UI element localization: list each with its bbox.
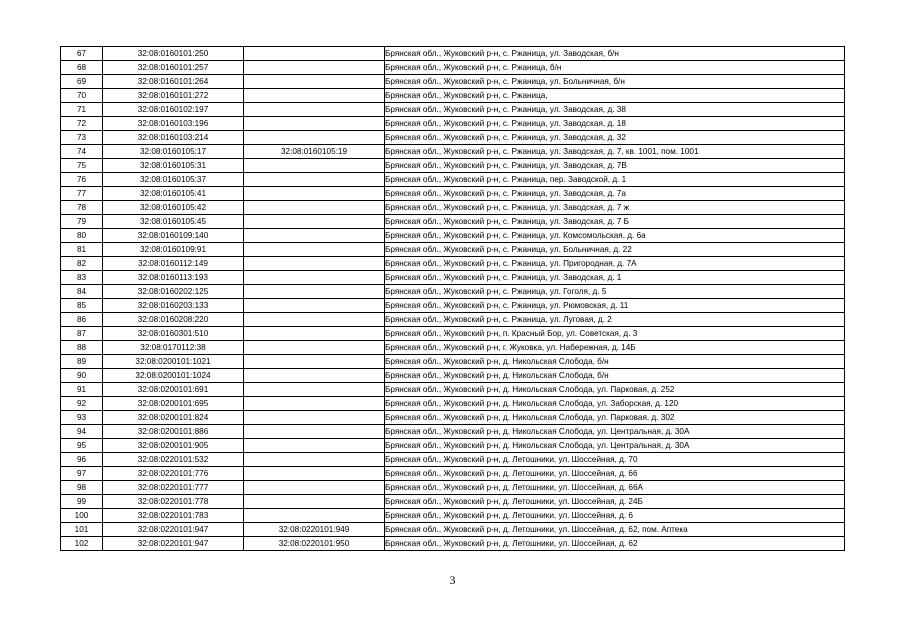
address-cell: Брянская обл., Жуковский р-н, с. Ржаница, ул. Гоголя, д. 5 [385, 285, 845, 299]
row-number-cell: 75 [61, 159, 103, 173]
address-cell: Брянская обл., Жуковский р-н, д. Летошники, ул. Шоссейная, д. 70 [385, 453, 845, 467]
address-cell: Брянская обл., Жуковский р-н, с. Ржаница, б/н [385, 61, 845, 75]
cadastral-number-cell: 32:08:0160203:133 [103, 299, 244, 313]
cadastral-number-cell: 32:08:0160101:264 [103, 75, 244, 89]
table-row [61, 411, 845, 425]
address-cell: Брянская обл., Жуковский р-н, с. Ржаница, ул. Заводская, д. 7 ж [385, 201, 845, 215]
cadastral-number-cell: 32:08:0200101:695 [103, 397, 244, 411]
related-cadastral-number-cell: 32:08:0160105:19 [244, 145, 385, 159]
row-number-cell: 69 [61, 75, 103, 89]
related-cadastral-number-cell [244, 369, 385, 383]
cadastral-number-cell: 32:08:0160208:220 [103, 313, 244, 327]
related-cadastral-number-cell [244, 481, 385, 495]
related-cadastral-number-cell [244, 229, 385, 243]
related-cadastral-number-cell [244, 411, 385, 425]
address-cell: Брянская обл., Жуковский р-н, с. Ржаница, [385, 89, 845, 103]
related-cadastral-number-cell [244, 201, 385, 215]
cadastral-number-cell: 32:08:0200101:886 [103, 425, 244, 439]
table-row [61, 47, 845, 61]
cadastral-number-cell: 32:08:0200101:1021 [103, 355, 244, 369]
address-cell: Брянская обл., Жуковский р-н, п. Красный Бор, ул. Советская, д. 3 [385, 327, 845, 341]
address-cell: Брянская обл., Жуковский р-н, д. Никольская Слобода, б/н [385, 355, 845, 369]
table-row [61, 103, 845, 117]
table-row [61, 61, 845, 75]
related-cadastral-number-cell [244, 425, 385, 439]
related-cadastral-number-cell [244, 285, 385, 299]
row-number-cell: 90 [61, 369, 103, 383]
registry-table [60, 46, 845, 551]
related-cadastral-number-cell [244, 453, 385, 467]
table-row [61, 215, 845, 229]
row-number-cell: 80 [61, 229, 103, 243]
row-number-cell: 91 [61, 383, 103, 397]
related-cadastral-number-cell [244, 187, 385, 201]
address-cell: Брянская обл., Жуковский р-н, с. Ржаница, ул. Заводская, д. 7, кв. 1001, пом. 1001 [385, 145, 845, 159]
address-cell: Брянская обл., Жуковский р-н, д. Летошники, ул. Шоссейная, д. 66 [385, 467, 845, 481]
row-number-cell: 97 [61, 467, 103, 481]
address-cell: Брянская обл., Жуковский р-н, д. Никольская Слобода, ул. Центральная, д. 30А [385, 439, 845, 453]
related-cadastral-number-cell [244, 75, 385, 89]
row-number-cell: 88 [61, 341, 103, 355]
table-row [61, 509, 845, 523]
related-cadastral-number-cell [244, 439, 385, 453]
table-row [61, 243, 845, 257]
cadastral-number-cell: 32:08:0220101:777 [103, 481, 244, 495]
cadastral-number-cell: 32:08:0160109:140 [103, 229, 244, 243]
table-row [61, 355, 845, 369]
address-cell: Брянская обл., Жуковский р-н, с. Ржаница, ул. Комсомольская, д. 6а [385, 229, 845, 243]
table-row [61, 145, 845, 159]
table-row [61, 327, 845, 341]
address-cell: Брянская обл., Жуковский р-н, с. Ржаница, ул. Заводская, д. 1 [385, 271, 845, 285]
cadastral-number-cell: 32:08:0160103:196 [103, 117, 244, 131]
row-number-cell: 67 [61, 47, 103, 61]
cadastral-number-cell: 32:08:0220101:783 [103, 509, 244, 523]
table-row [61, 537, 845, 551]
table-row [61, 201, 845, 215]
table-row [61, 117, 845, 131]
row-number-cell: 95 [61, 439, 103, 453]
table-row [61, 341, 845, 355]
cadastral-number-cell: 32:08:0160105:31 [103, 159, 244, 173]
address-cell: Брянская обл., Жуковский р-н, с. Ржаница, ул. Заводская, д. 32 [385, 131, 845, 145]
related-cadastral-number-cell [244, 355, 385, 369]
table-row [61, 495, 845, 509]
related-cadastral-number-cell [244, 271, 385, 285]
related-cadastral-number-cell [244, 173, 385, 187]
address-cell: Брянская обл., Жуковский р-н, д. Летошники, ул. Шоссейная, д. 24Б [385, 495, 845, 509]
related-cadastral-number-cell: 32:08:0220101:949 [244, 523, 385, 537]
row-number-cell: 76 [61, 173, 103, 187]
table-row [61, 187, 845, 201]
address-cell: Брянская обл., Жуковский р-н, д. Летошники, ул. Шоссейная, д. 62, пом. Аптека [385, 523, 845, 537]
table-row [61, 481, 845, 495]
row-number-cell: 83 [61, 271, 103, 285]
row-number-cell: 96 [61, 453, 103, 467]
table-row [61, 299, 845, 313]
related-cadastral-number-cell [244, 243, 385, 257]
cadastral-number-cell: 32:08:0160112:149 [103, 257, 244, 271]
table-row [61, 523, 845, 537]
related-cadastral-number-cell [244, 397, 385, 411]
cadastral-number-cell: 32:08:0160102:197 [103, 103, 244, 117]
cadastral-number-cell: 32:08:0170112:38 [103, 341, 244, 355]
cadastral-number-cell: 32:08:0200101:824 [103, 411, 244, 425]
table-row [61, 383, 845, 397]
related-cadastral-number-cell [244, 103, 385, 117]
cadastral-number-cell: 32:08:0160101:250 [103, 47, 244, 61]
cadastral-number-cell: 32:08:0160101:257 [103, 61, 244, 75]
related-cadastral-number-cell [244, 509, 385, 523]
cadastral-number-cell: 32:08:0220101:947 [103, 537, 244, 551]
address-cell: Брянская обл., Жуковский р-н, с. Ржаница, ул. Заводская, б/н [385, 47, 845, 61]
address-cell: Брянская обл., Жуковский р-н, с. Ржаница, ул. Заводская, д. 7а [385, 187, 845, 201]
related-cadastral-number-cell [244, 299, 385, 313]
row-number-cell: 98 [61, 481, 103, 495]
row-number-cell: 68 [61, 61, 103, 75]
address-cell: Брянская обл., Жуковский р-н, г. Жуковка, ул. Набережная, д. 14Б [385, 341, 845, 355]
related-cadastral-number-cell [244, 61, 385, 75]
cadastral-number-cell: 32:08:0160105:45 [103, 215, 244, 229]
table-row [61, 159, 845, 173]
address-cell: Брянская обл., Жуковский р-н, д. Никольская Слобода, ул. Парковая, д. 302 [385, 411, 845, 425]
address-cell: Брянская обл., Жуковский р-н, с. Ржаница, ул. Пригородная, д. 7А [385, 257, 845, 271]
address-cell: Брянская обл., Жуковский р-н, с. Ржаница, пер. Заводской, д. 1 [385, 173, 845, 187]
cadastral-number-cell: 32:08:0160105:41 [103, 187, 244, 201]
row-number-cell: 72 [61, 117, 103, 131]
table-row [61, 369, 845, 383]
related-cadastral-number-cell [244, 341, 385, 355]
address-cell: Брянская обл., Жуковский р-н, д. Никольская Слобода, б/н [385, 369, 845, 383]
related-cadastral-number-cell [244, 131, 385, 145]
address-cell: Брянская обл., Жуковский р-н, д. Никольская Слобода, ул. Центральная, д. 30А [385, 425, 845, 439]
table-row [61, 397, 845, 411]
row-number-cell: 102 [61, 537, 103, 551]
row-number-cell: 86 [61, 313, 103, 327]
row-number-cell: 100 [61, 509, 103, 523]
address-cell: Брянская обл., Жуковский р-н, д. Летошники, ул. Шоссейная, д. 66А [385, 481, 845, 495]
row-number-cell: 78 [61, 201, 103, 215]
table-row [61, 467, 845, 481]
related-cadastral-number-cell [244, 215, 385, 229]
cadastral-number-cell: 32:08:0220101:776 [103, 467, 244, 481]
table-row [61, 173, 845, 187]
related-cadastral-number-cell [244, 117, 385, 131]
row-number-cell: 93 [61, 411, 103, 425]
address-cell: Брянская обл., Жуковский р-н, д. Никольская Слобода, ул. Парковая, д. 252 [385, 383, 845, 397]
address-cell: Брянская обл., Жуковский р-н, д. Никольская Слобода, ул. Заборская, д. 120 [385, 397, 845, 411]
table-row [61, 75, 845, 89]
address-cell: Брянская обл., Жуковский р-н, с. Ржаница, ул. Заводская, д. 7В [385, 159, 845, 173]
row-number-cell: 87 [61, 327, 103, 341]
table-row [61, 257, 845, 271]
page-number: 3 [449, 573, 456, 587]
table-row [61, 453, 845, 467]
row-number-cell: 77 [61, 187, 103, 201]
related-cadastral-number-cell [244, 257, 385, 271]
address-cell: Брянская обл., Жуковский р-н, с. Ржаница, ул. Заводская, д. 7 Б [385, 215, 845, 229]
cadastral-number-cell: 32:08:0220101:947 [103, 523, 244, 537]
row-number-cell: 79 [61, 215, 103, 229]
related-cadastral-number-cell: 32:08:0220101:950 [244, 537, 385, 551]
address-cell: Брянская обл., Жуковский р-н, д. Летошники, ул. Шоссейная, д. 6 [385, 509, 845, 523]
cadastral-number-cell: 32:08:0220101:778 [103, 495, 244, 509]
table-row [61, 89, 845, 103]
cadastral-number-cell: 32:08:0220101:532 [103, 453, 244, 467]
address-cell: Брянская обл., Жуковский р-н, д. Летошники, ул. Шоссейная, д. 62 [385, 537, 845, 551]
cadastral-number-cell: 32:08:0200101:905 [103, 439, 244, 453]
table-row [61, 285, 845, 299]
cadastral-number-cell: 32:08:0160101:272 [103, 89, 244, 103]
related-cadastral-number-cell [244, 495, 385, 509]
related-cadastral-number-cell [244, 327, 385, 341]
row-number-cell: 99 [61, 495, 103, 509]
row-number-cell: 84 [61, 285, 103, 299]
table-row [61, 313, 845, 327]
row-number-cell: 94 [61, 425, 103, 439]
address-cell: Брянская обл., Жуковский р-н, с. Ржаница, ул. Заводская, д. 18 [385, 117, 845, 131]
row-number-cell: 82 [61, 257, 103, 271]
row-number-cell: 73 [61, 131, 103, 145]
table-row [61, 439, 845, 453]
related-cadastral-number-cell [244, 383, 385, 397]
table-row [61, 131, 845, 145]
address-cell: Брянская обл., Жуковский р-н, с. Ржаница, ул. Луговая, д. 2 [385, 313, 845, 327]
cadastral-number-cell: 32:08:0160301:510 [103, 327, 244, 341]
cadastral-number-cell: 32:08:0160109:91 [103, 243, 244, 257]
row-number-cell: 74 [61, 145, 103, 159]
row-number-cell: 101 [61, 523, 103, 537]
row-number-cell: 92 [61, 397, 103, 411]
cadastral-number-cell: 32:08:0160105:42 [103, 201, 244, 215]
address-cell: Брянская обл., Жуковский р-н, с. Ржаница, ул. Больничная, д. 22 [385, 243, 845, 257]
cadastral-number-cell: 32:08:0160202:125 [103, 285, 244, 299]
cadastral-number-cell: 32:08:0160103:214 [103, 131, 244, 145]
address-cell: Брянская обл., Жуковский р-н, с. Ржаница, ул. Заводская, д. 38 [385, 103, 845, 117]
row-number-cell: 89 [61, 355, 103, 369]
cadastral-number-cell: 32:08:0160113:193 [103, 271, 244, 285]
table-row [61, 425, 845, 439]
cadastral-number-cell: 32:08:0200101:1024 [103, 369, 244, 383]
related-cadastral-number-cell [244, 47, 385, 61]
address-cell: Брянская обл., Жуковский р-н, с. Ржаница, ул. Больничная, б/н [385, 75, 845, 89]
related-cadastral-number-cell [244, 159, 385, 173]
related-cadastral-number-cell [244, 467, 385, 481]
row-number-cell: 70 [61, 89, 103, 103]
related-cadastral-number-cell [244, 313, 385, 327]
row-number-cell: 85 [61, 299, 103, 313]
cadastral-number-cell: 32:08:0160105:37 [103, 173, 244, 187]
cadastral-number-cell: 32:08:0160105:17 [103, 145, 244, 159]
table-row [61, 271, 845, 285]
table-row [61, 229, 845, 243]
row-number-cell: 71 [61, 103, 103, 117]
address-cell: Брянская обл., Жуковский р-н, с. Ржаница, ул. Рюмовская, д. 11 [385, 299, 845, 313]
row-number-cell: 81 [61, 243, 103, 257]
registry-table-body [61, 47, 845, 551]
related-cadastral-number-cell [244, 89, 385, 103]
cadastral-number-cell: 32:08:0200101:691 [103, 383, 244, 397]
